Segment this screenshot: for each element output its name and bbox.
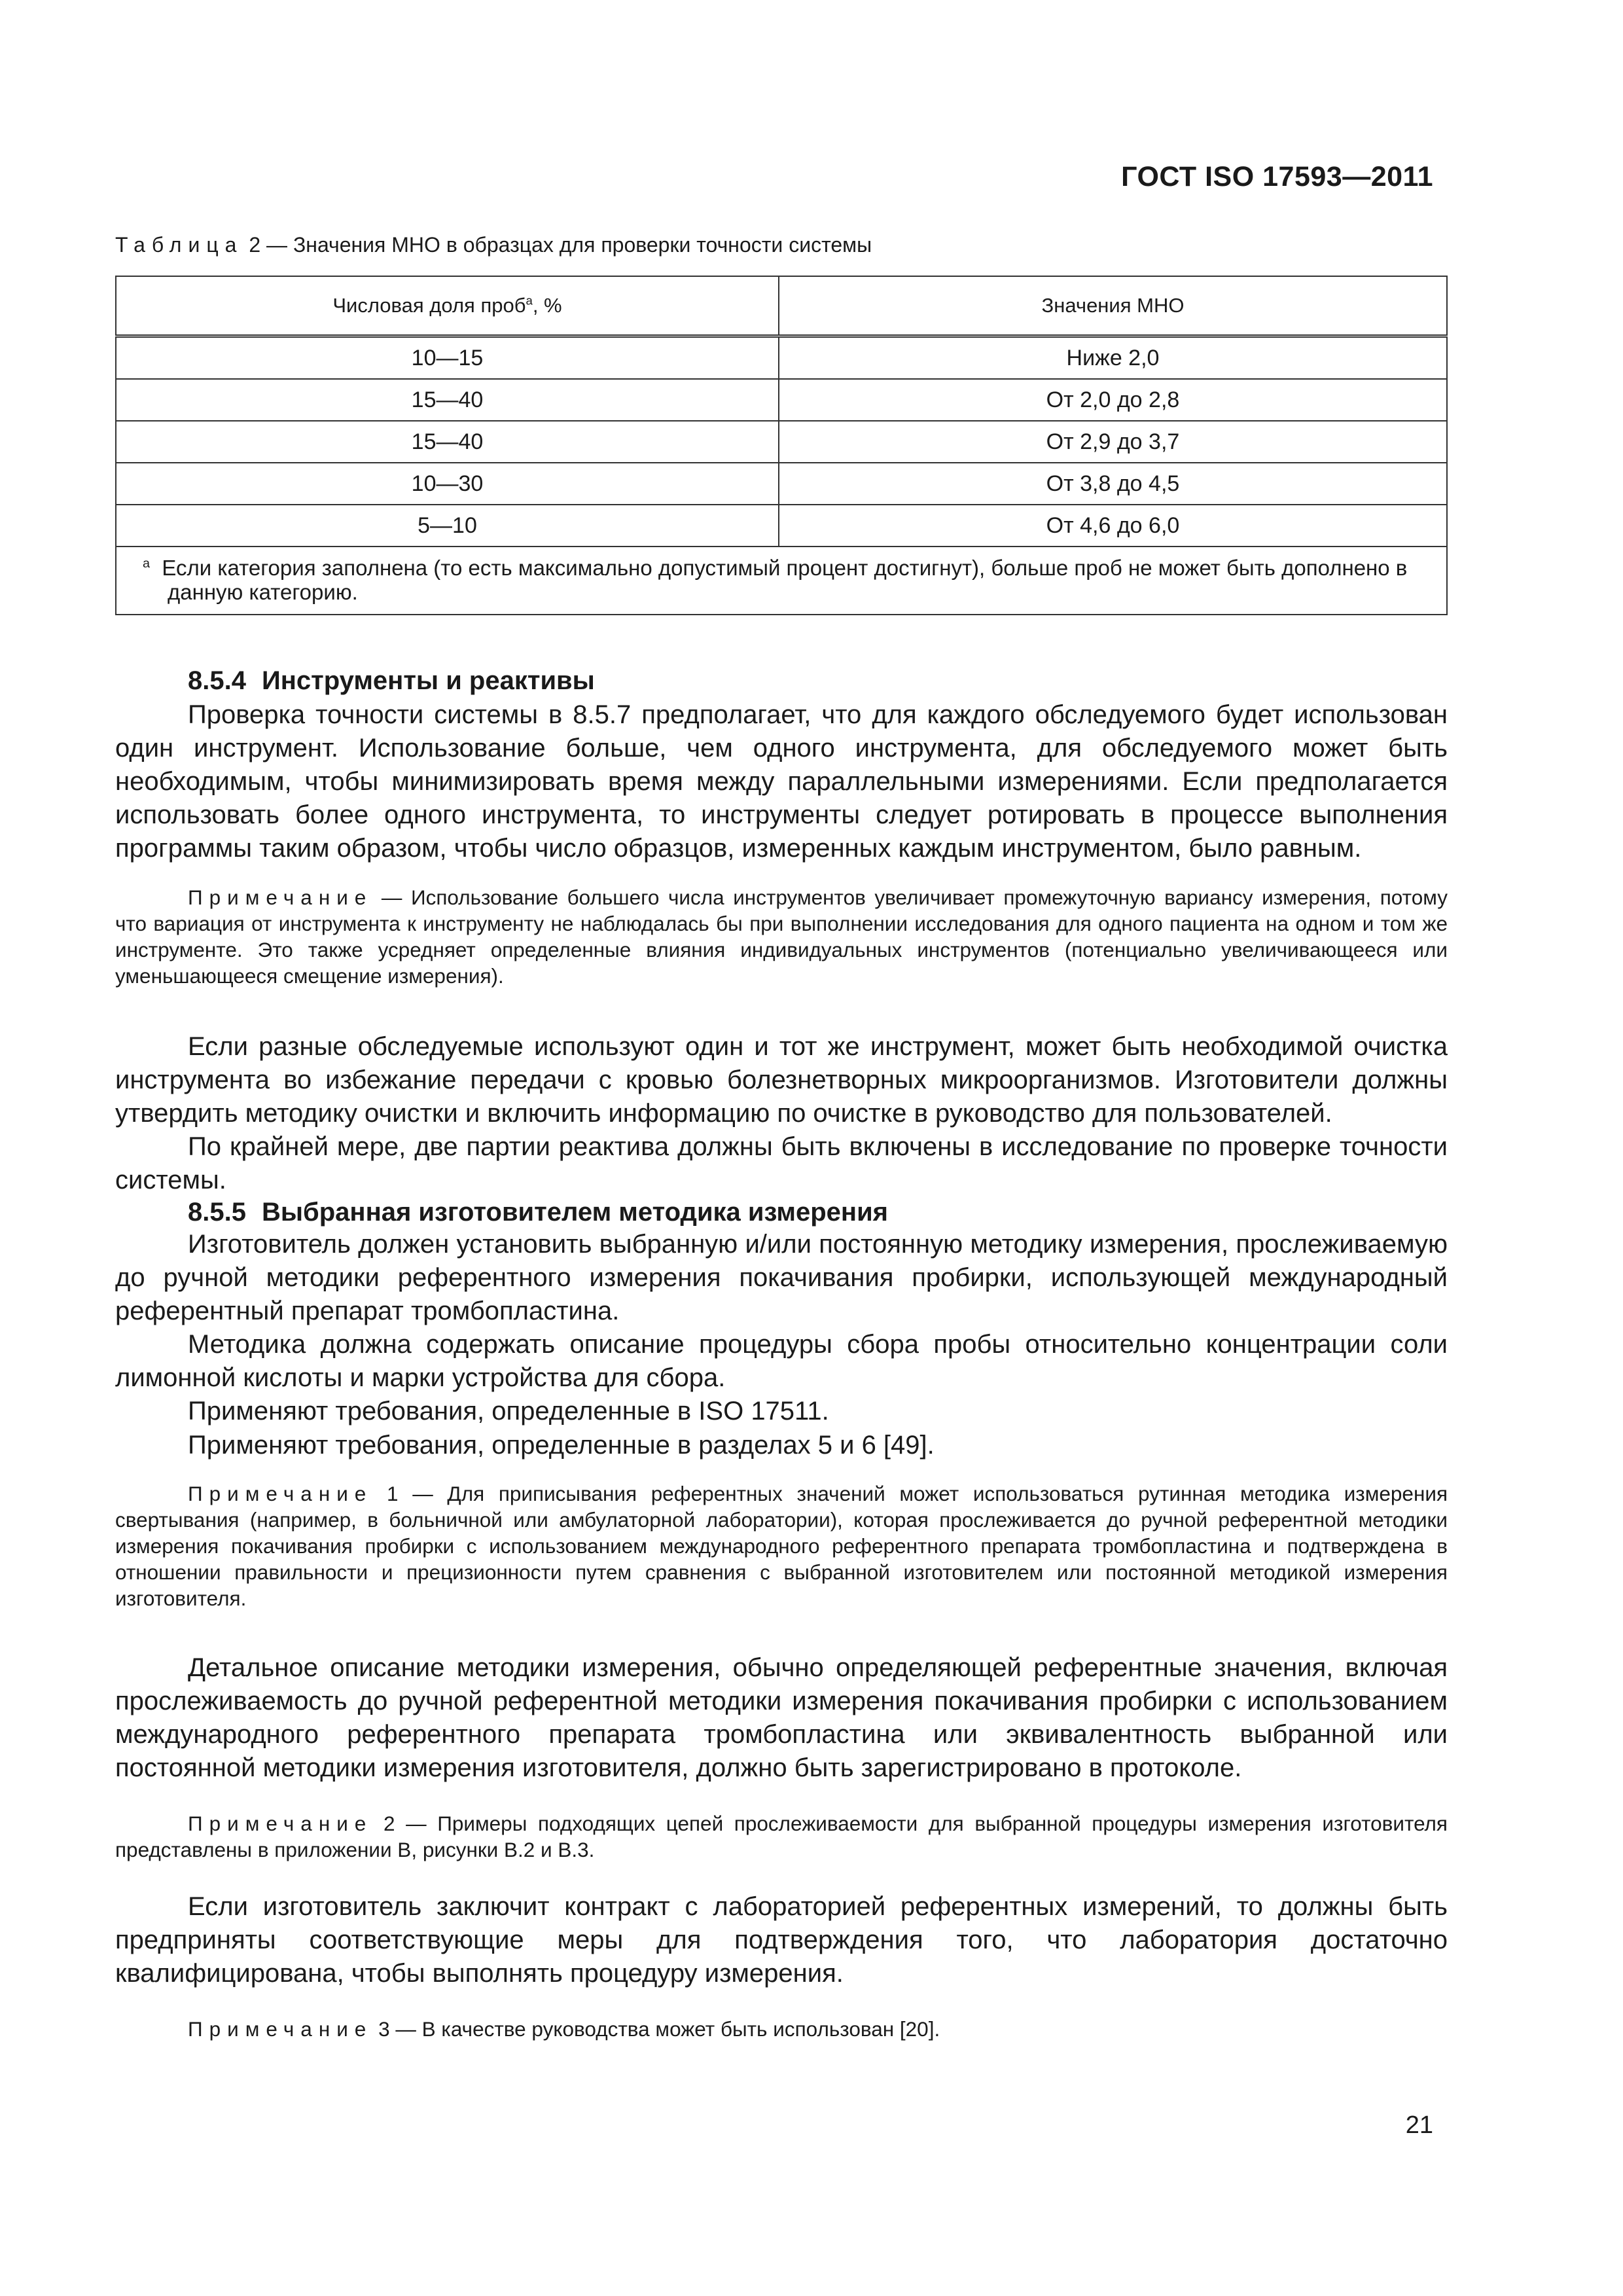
- table-row: [116, 463, 1447, 505]
- section-854-paragraph-2: Если разные обследуемые используют один и тот же инструмент, может быть необходимой очистка инструмента во избежание передачи с кровью болезнетворных микроорганизмов. Изготовители должны утвердить методику очистки и включить информацию по очистке в руководство для пользователей.: [115, 1032, 1448, 1128]
- section-855-heading: [115, 1196, 1448, 1229]
- table-footnote: [116, 547, 1447, 615]
- note-label: Примечание: [188, 1812, 373, 1835]
- table-row: [116, 505, 1447, 547]
- cell-inr: Ниже 2,0: [779, 336, 1447, 380]
- section-855-note-2: [115, 1810, 1448, 1863]
- table-row: [116, 379, 1447, 421]
- cell-share: 5—10: [116, 505, 779, 547]
- inr-table: [115, 276, 1448, 615]
- document-id: ГОСТ ISO 17593—2011: [1121, 161, 1433, 192]
- cell-share: 10—15: [116, 336, 779, 380]
- section-number: 8.5.4: [188, 666, 246, 695]
- footnote-ref: a: [526, 293, 533, 308]
- note-label: Примечание: [188, 886, 373, 909]
- table-header-row: [116, 276, 1447, 336]
- section-854-paragraph-3: По крайней мере, две партии реактива должны быть включены в исследование по проверке точности системы.: [115, 1132, 1448, 1194]
- cell-inr: От 2,9 до 3,7: [779, 421, 1447, 463]
- cell-share: 15—40: [116, 379, 779, 421]
- table-footnote-row: [116, 547, 1447, 615]
- section-855-paragraph-4: Применяют требования, определенные в разделах 5 и 6 [49].: [188, 1431, 935, 1460]
- section-854-heading: [115, 664, 1448, 697]
- footnote-mark: a: [143, 556, 151, 571]
- table-caption: [115, 233, 872, 257]
- section-number: 8.5.5: [188, 1198, 246, 1227]
- note-label: Примечание: [188, 1482, 373, 1505]
- cell-inr: От 4,6 до 6,0: [779, 505, 1447, 547]
- note-text: 1 — Для приписывания референтных значений может использоваться рутинная методика измерения свертывания (например, в больничной или амбулаторной лаборатории), которая прослеживается до ручной референтной методики измерения покачивания пробирки с использованием международного референтного препарата тромбопластина и подтверждена в отношении правильности и прецизионности путем сравнения с выбранной изготовителем или постоянной методикой измерения изготовителя.: [115, 1482, 1448, 1610]
- note-label: Примечание: [188, 2017, 373, 2041]
- note-text: 2 — Примеры подходящих цепей прослеживаемости для выбранной процедуры измерения изготовителя представлены в приложении В, рисунки В.2 и В.3.: [115, 1812, 1448, 1861]
- page-number: 21: [1405, 2111, 1433, 2139]
- section-855-note-1: [115, 1480, 1448, 1611]
- note-text: — Использование большего числа инструментов увеличивает промежуточную варианcу измерения, потому что вариация от инструмента к инструменту не наблюдалась бы при выполнении исследования для одного пациента на одном и том же инструменте. Это также усредняет определенные влияния индивидуальных инструментов (потенциально увеличивающееся или уменьшающееся смещение измерения).: [115, 886, 1448, 988]
- section-855-paragraph-2: Методика должна содержать описание процедуры сбора пробы относительно концентрации соли лимонной кислоты и марки устройства для сбора.: [115, 1330, 1448, 1392]
- table-caption-text: 2 — Значения МНО в образцах для проверки точности системы: [243, 233, 872, 257]
- section-title: Инструменты и реактивы: [261, 666, 595, 695]
- cell-share: 10—30: [116, 463, 779, 505]
- section-854-paragraph-1: Проверка точности системы в 8.5.7 предполагает, что для каждого обследуемого будет использован один инструмент. Использование больше, чем одного инструмента, для обследуемого может быть необходимым, чтобы минимизировать время между параллельными измерениями. Если предполагается использовать более одного инструмента, то инструменты следует ротировать в процессе выполнения программы таким образом, чтобы число образцов, измеренных каждым инструментом, было равным.: [115, 700, 1448, 863]
- table-row: [116, 421, 1447, 463]
- section-855-note-3: [115, 2016, 1448, 2042]
- note-text: 3 — В качестве руководства может быть использован [20].: [372, 2017, 940, 2041]
- section-855-paragraph-1: Изготовитель должен установить выбранную и/или постоянную методику измерения, прослеживаемую до ручной методики референтного измерения покачивания пробирки, использующей международный референтный препарат тромбопластина.: [115, 1230, 1448, 1325]
- table-row: [116, 336, 1447, 380]
- section-855-paragraph-5: Детальное описание методики измерения, обычно определяющей референтные значения, включая прослеживаемость до ручной референтной методики измерения покачивания пробирки с использованием международного референтного препарата тромбопластина или эквивалентность выбранной или постоянной методики измерения изготовителя, должно быть зарегистрировано в протоколе.: [115, 1653, 1448, 1782]
- cell-inr: От 2,0 до 2,8: [779, 379, 1447, 421]
- footnote-text: Если категория заполнена (то есть максимально допустимый процент достигнут), больше проб не может быть дополнено в данную категорию.: [162, 556, 1408, 604]
- col-header-share: Числовая доля проб$^a$, %: [116, 276, 779, 336]
- cell-inr: От 3,8 до 4,5: [779, 463, 1447, 505]
- section-855-paragraph-6: Если изготовитель заключит контракт с лабораторией референтных измерений, то должны быть предприняты соответствующие меры для подтверждения того, что лаборатория достаточно квалифицирована, чтобы выполнять процедуру измерения.: [115, 1892, 1448, 1988]
- cell-share: 15—40: [116, 421, 779, 463]
- section-855-paragraph-3: Применяют требования, определенные в ISO 17511.: [188, 1397, 829, 1426]
- section-title: Выбранная изготовителем методика измерения: [261, 1198, 888, 1227]
- table-caption-label: Таблица: [115, 233, 243, 257]
- section-854-note: [115, 884, 1448, 989]
- col-header-inr: Значения МНО: [779, 276, 1447, 336]
